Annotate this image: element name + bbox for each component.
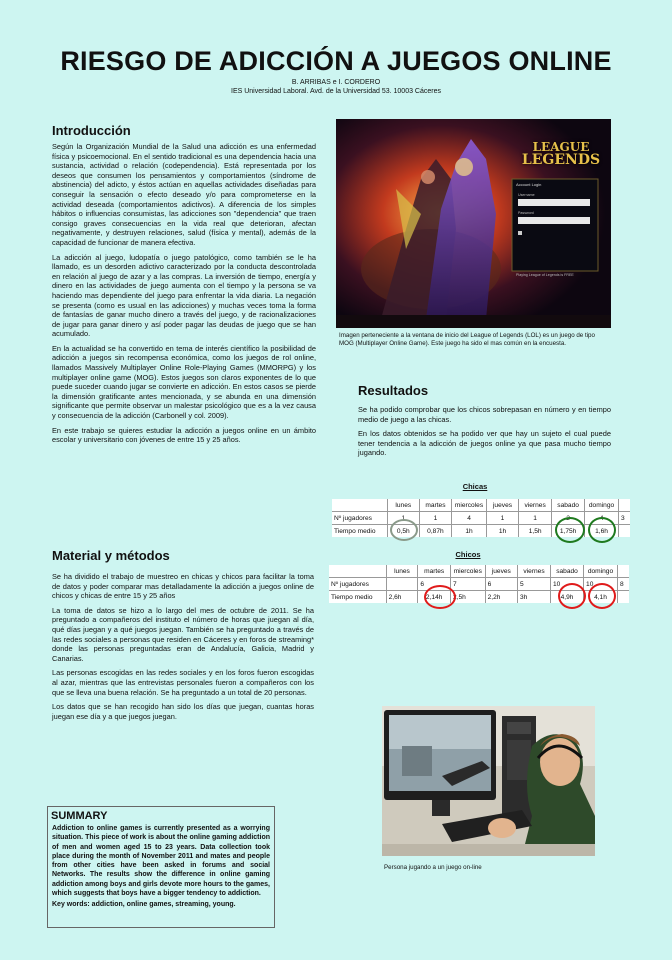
table-cell: 2,5h <box>451 591 486 604</box>
table-header-row <box>332 499 630 512</box>
table-cell: 2,6h <box>386 591 418 604</box>
gamer-photo-illustration <box>382 706 595 856</box>
table-cell: martes <box>418 565 451 578</box>
table-cell: Nº jugadores <box>329 578 386 591</box>
table-cell: 8 <box>617 578 629 591</box>
authors: B. ARRIBAS e I. CORDERO <box>291 79 381 86</box>
table-cell: 7 <box>451 578 486 591</box>
chicos-table-title: Chicos <box>455 550 481 559</box>
highlight-circle-green <box>588 517 616 543</box>
table-header-row <box>329 565 629 578</box>
table-cell: miercoles <box>451 565 486 578</box>
highlight-circle-grey <box>390 519 418 541</box>
table-cell <box>617 591 629 604</box>
table-row <box>332 525 630 538</box>
methods-text <box>52 572 314 726</box>
table-cell: domingo <box>585 499 619 512</box>
gamer-photo-caption: Persona jugando a un juego on-line <box>384 864 482 871</box>
table-cell: 1h <box>452 525 487 538</box>
lol-logo-line1: LEAGUE <box>532 140 590 154</box>
intro-paragraph: Según la Organización Mundial de la Salud una adicción es una enfermedad física y psicoemocional. En el sentido tradicional es una dependencia hacia una sustancia, actividad o relación (codependencia). Está representada por los deseos que consumen los pensamientos y comportamientos (síndrome de abstinencia) del adicto, y éstos actúan en aquellas actividades diseñadas para conseguir la sensación o efecto deseado y/o para comprometerse en la actividad deseada (comportamientos adictivos). A diferencia de los simples hábitos o influencias consumistas, las adicciones son "dependencia" que traen consigo graves consecuencias en la vida real que deterioran, afectan negativamente, y destruyen relaciones, salud (física y mental), además de la capacidad de funcionar de manera efectiva. <box>52 142 316 247</box>
lol-logo <box>516 141 606 167</box>
table-cell <box>618 499 630 512</box>
results-paragraph: Se ha podido comprobar que los chicos sobrepasan en número y en tiempo medio de juego a las chicas. <box>358 405 611 424</box>
username-label: Username <box>518 193 535 197</box>
summary-heading: SUMMARY <box>51 810 108 822</box>
table-cell: 1,75h <box>552 525 585 538</box>
table-cell: 10 <box>584 578 618 591</box>
table-cell: 2,14h <box>418 591 451 604</box>
gamer-photo <box>382 706 595 856</box>
methods-paragraph: La toma de datos se hizo a lo largo del mes de octubre de 2011. Se ha preguntado a compañeros del instituto el número de horas que juegan al día, qué días juegan y a qué juegos juegan. También se ha preguntado a través de las redes sociales a personas que residen en Cáceres y en foros de streaming* donde las personas preguntadas eran de Andalucía, Galicia, Madrid y Canarias. <box>52 605 314 663</box>
table-cell <box>332 499 388 512</box>
methods-paragraph: Se ha dividido el trabajo de muestreo en chicas y chicos para facilitar la toma de datos y poder comparar mas detalladamente la adicción a juegos online de chicos y chicas de entre 15 y 25 años <box>52 572 314 601</box>
results-heading: Resultados <box>358 383 429 398</box>
table-cell: Tiempo medio <box>332 525 388 538</box>
table-cell <box>386 578 418 591</box>
table-cell: lunes <box>388 499 420 512</box>
intro-paragraph: En la actualidad se ha convertido en tema de interés científico la posibilidad de adicción a juegos sin recompensa económica, como los juegos de rol online, llamados Massively Multiplayer Online Role-Playing Games (MMORPG) y los multiplayer online game (MOG). Estos juegos son claros exponentes de lo que puede suceder cuando jugar se convierte en adicción. En estos casos se pierde la dimensión gratificante antes mencionada, y se abunda en una dimensión significante que permite observar un malestar psicológico que es a la vez causa y consecuencia de la adicción (Carbonell y col. 2009). <box>52 343 316 421</box>
summary-body: Addiction to online games is currently presented as a worrying situation. This piece of work is about the online gaming addiction of men and women aged 15 to 23 years. Data collection took place during the month of November 2011 and mates and people from other cities have been asked in forums and social Networks. The results show the difference in online gaming addiction among boys and girls devote more hours to the games, which suggests that boys have a bigger tendency to addiction. <box>52 825 270 898</box>
poster-title: RIESGO DE ADICCIÓN A JUEGOS ONLINE <box>60 46 612 76</box>
summary-box <box>47 806 275 928</box>
results-paragraph: En los datos obtenidos se ha podido ver que hay un sujeto el cual puede tener tendencia a la adicción de juegos online ya que pasa mucho tiempo jugando. <box>358 429 611 458</box>
table-cell: 3 <box>618 512 630 525</box>
lol-logo-line2: LEGENDS <box>521 152 601 168</box>
table-cell: lunes <box>386 565 418 578</box>
table-cell: 10 <box>551 578 584 591</box>
methods-heading: Material y métodos <box>52 548 170 563</box>
author-block <box>0 78 672 96</box>
intro-paragraph: En este trabajo se quieres estudiar la adicción a juegos online en un ámbito escolar y universitario con jóvenes de entre 15 y 25 años. <box>52 425 316 445</box>
league-of-legends-screenshot <box>336 119 611 328</box>
table-cell: jueves <box>485 565 517 578</box>
methods-paragraph: Las personas escogidas en las redes sociales y en los foros fueron escogidas al azar, mientras que las entrevistas personales fueron a compañeros con los que se lleva una buena relación. Se ha preguntado a un total de 20 personas. <box>52 668 314 697</box>
table-cell <box>618 525 630 538</box>
table-cell: miercoles <box>452 499 487 512</box>
lol-footer-text: Playing League of Legends is FREE <box>516 273 574 277</box>
table-cell: 1h <box>486 525 518 538</box>
table-cell: 0,5h <box>388 525 420 538</box>
table-cell: viernes <box>519 499 552 512</box>
table-cell: 1,6h <box>585 525 619 538</box>
summary-keywords: Key words: addiction, online games, streaming, young. <box>52 901 236 909</box>
table-cell: 4,9h <box>551 591 584 604</box>
table-cell: 0,87h <box>419 525 452 538</box>
intro-paragraph: La adicción al juego, ludopatía o juego patológico, como también se le ha llamado, es un desorden adictivo caracterizado por la conducta descontrolada en relación al juego de azar y a las compras. La inversión de tiempo, energía y dinero en las actividades de juego aumenta con el tiempo y la persona se va haciendo mas dependiente del juego para enfrentar la vida diaria. La negación se presenta (como es usual en las adicciones) y muchas veces toma la forma de fantasías de ganar mucho dinero a través del juego, y de racionalizaciones de jugar para ganar dinero y así poder pagar las deudas de juego que se han acumulado. <box>52 252 316 339</box>
table-cell <box>329 565 386 578</box>
table-cell: 1 <box>519 512 552 525</box>
highlight-circle-red <box>424 585 456 609</box>
chicas-table <box>332 499 630 537</box>
table-cell: sabado <box>551 565 584 578</box>
highlight-circle-red <box>558 583 586 609</box>
table-cell: 2,2h <box>485 591 517 604</box>
highlight-circle-green <box>555 517 585 543</box>
table-cell: 1 <box>486 512 518 525</box>
table-cell: Tiempo medio <box>329 591 386 604</box>
table-cell: viernes <box>518 565 551 578</box>
table-cell: 6 <box>418 578 451 591</box>
table-cell: 4,1h <box>584 591 618 604</box>
chicas-table-title: Chicas <box>462 482 488 491</box>
highlight-circle-red <box>588 583 616 609</box>
table-cell: martes <box>419 499 452 512</box>
table-cell: 1 <box>419 512 452 525</box>
affiliation: IES Universidad Laboral. Avd. de la Universidad 53. 10003 Cáceres <box>231 88 441 95</box>
table-cell: 4 <box>452 512 487 525</box>
login-title: Account Login <box>516 182 542 187</box>
table-cell: jueves <box>486 499 518 512</box>
table-cell: sabado <box>552 499 585 512</box>
table-cell: Nº jugadores <box>332 512 388 525</box>
table-cell: domingo <box>584 565 618 578</box>
table-cell: 1 <box>388 512 420 525</box>
intro-heading: Introducción <box>52 123 131 138</box>
table-cell: 1,5h <box>519 525 552 538</box>
table-cell: 5 <box>518 578 551 591</box>
intro-text <box>52 142 316 450</box>
table-cell: 4 <box>585 512 619 525</box>
table-cell: 3h <box>518 591 551 604</box>
results-text <box>358 405 611 463</box>
methods-paragraph: Los datos que se han recogido han sido los días que juegan, cuantas horas juegan ese día y a que juegos juegan. <box>52 702 314 721</box>
password-label: Password <box>518 211 534 215</box>
table-row <box>332 512 630 525</box>
lol-image-caption: Imagen perteneciente a la ventana de inicio del League of Legends (LOL) es un juego de tipo MOG (Multiplayer Online Game). Este juego ha sido el mas común en la encuesta. <box>339 332 595 347</box>
table-cell: 2 <box>552 512 585 525</box>
table-cell: 6 <box>485 578 517 591</box>
table-cell <box>617 565 629 578</box>
